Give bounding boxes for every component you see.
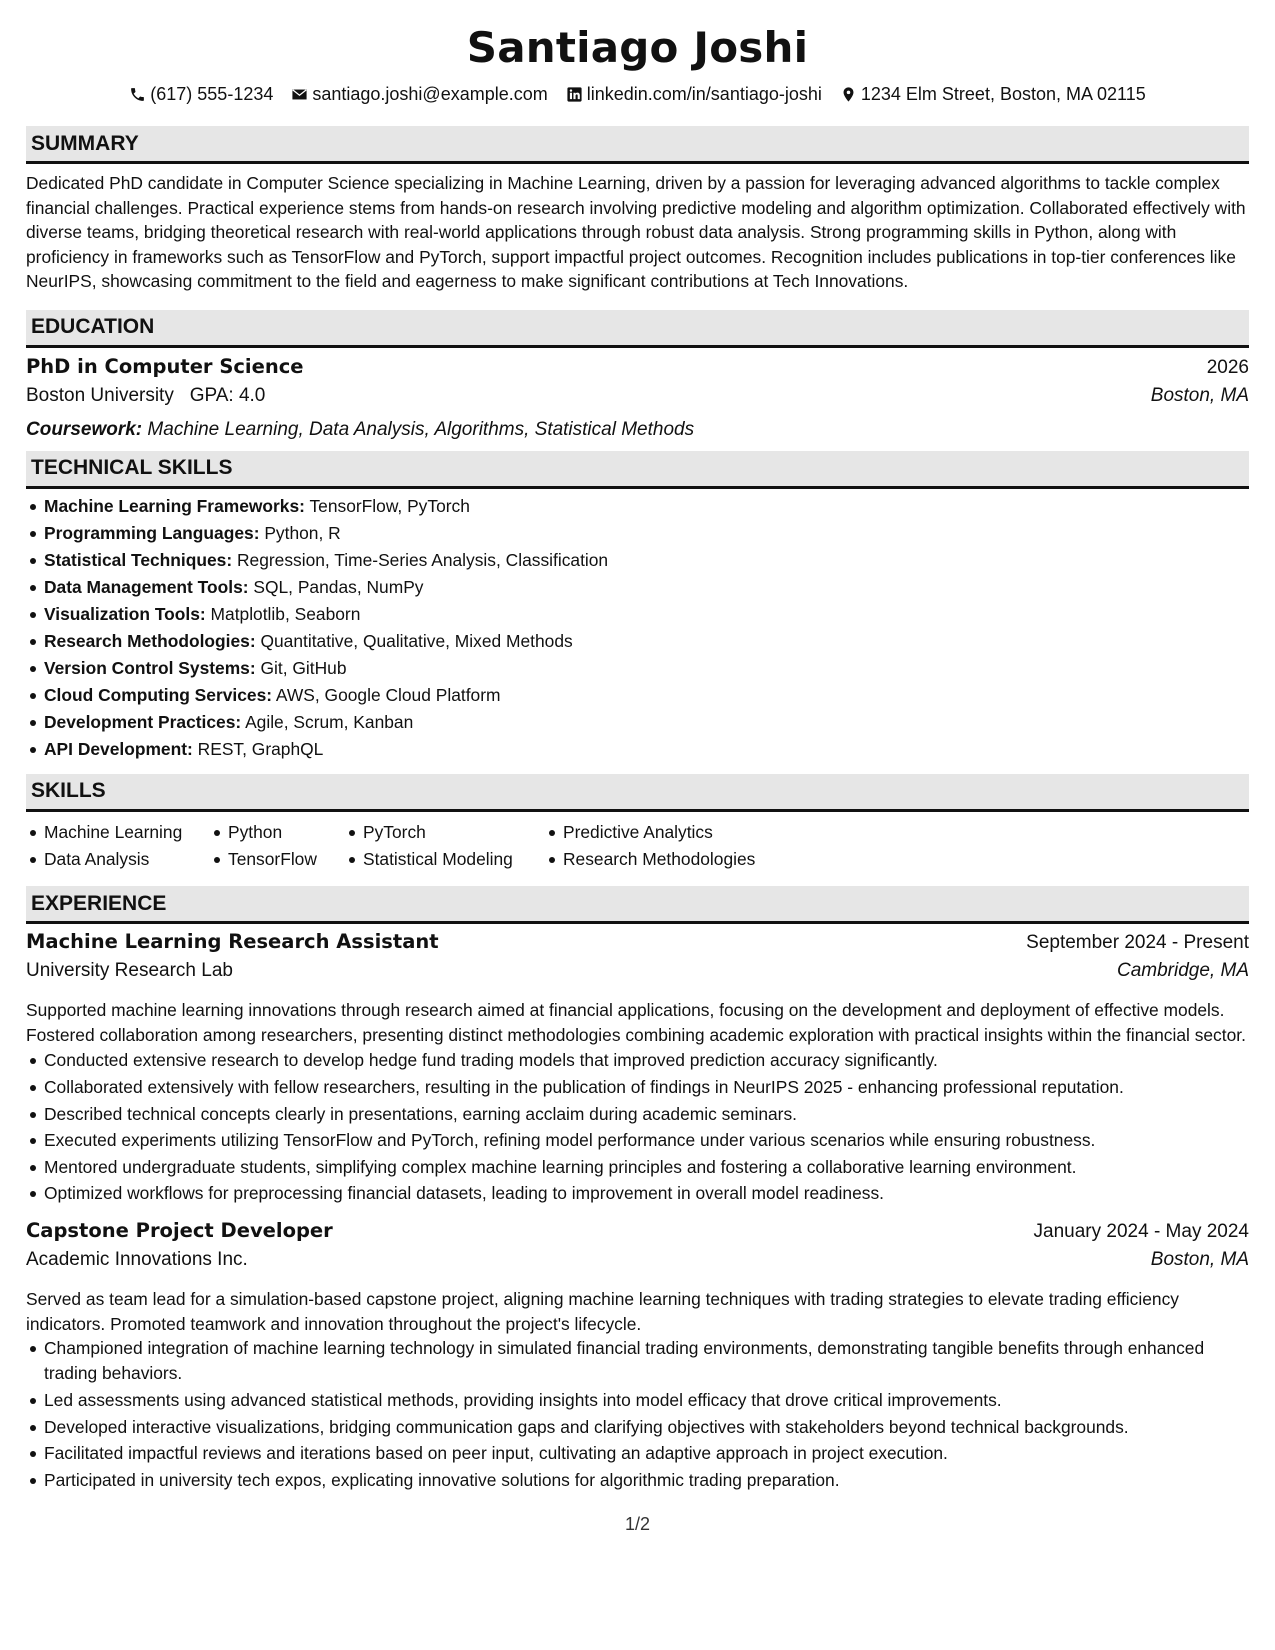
- linkedin-text: linkedin.com/in/santiago-joshi: [586, 84, 822, 104]
- skills-column: [545, 819, 805, 872]
- job-entry: [26, 930, 1249, 1207]
- skill-values: Git, GitHub: [260, 657, 347, 678]
- job-dates: January 2024 - May 2024: [1033, 1220, 1249, 1242]
- education-school-row: [26, 385, 1249, 415]
- skills-column: [345, 819, 545, 872]
- skill-item: Machine Learning: [26, 819, 210, 846]
- skill-item: Predictive Analytics: [545, 819, 805, 846]
- skill-values: Matplotlib, Seaborn: [210, 603, 361, 624]
- job-bullet: Collaborated extensively with fellow researchers, resulting in the publication of findings in NeurIPS 2025 - enhancing professional reputation.: [26, 1074, 1249, 1101]
- skill-item: TensorFlow: [210, 846, 345, 873]
- linkedin-icon: [566, 86, 583, 103]
- skill-values: Quantitative, Qualitative, Mixed Methods: [260, 630, 573, 651]
- education-title-row: [26, 355, 1249, 385]
- job-bullets: [26, 1336, 1249, 1494]
- job-organization: University Research Lab: [26, 960, 233, 982]
- skill-item: PyTorch: [345, 819, 545, 846]
- technical-skill-item: [26, 709, 1249, 736]
- job-title: Machine Learning Research Assistant: [26, 930, 439, 954]
- skill-item: Python: [210, 819, 345, 846]
- technical-skill-item: [26, 547, 1249, 574]
- phone-text: (617) 555-1234: [150, 84, 274, 104]
- technical-skill-item: [26, 736, 1249, 763]
- skill-category: Research Methodologies:: [44, 630, 256, 651]
- skill-category: Cloud Computing Services:: [44, 684, 273, 705]
- phone-icon: [129, 86, 146, 103]
- skills-column-list: [26, 819, 210, 872]
- skill-values: AWS, Google Cloud Platform: [275, 684, 501, 705]
- job-dates: September 2024 - Present: [1026, 932, 1249, 954]
- skill-values: REST, GraphQL: [197, 738, 324, 759]
- technical-skills-list: [26, 493, 1249, 763]
- resume-content: [26, 20, 1249, 1494]
- education-entry: [26, 355, 1249, 445]
- job-bullets: [26, 1047, 1249, 1207]
- map-pin-icon: [840, 86, 857, 103]
- contact-phone[interactable]: [129, 82, 273, 106]
- skill-category: Programming Languages:: [44, 522, 260, 543]
- skill-item: Data Analysis: [26, 846, 210, 873]
- skill-values: Regression, Time-Series Analysis, Classification: [236, 549, 609, 570]
- skills-column-list: [545, 819, 805, 872]
- skills-column-list: [345, 819, 545, 872]
- job-title: Capstone Project Developer: [26, 1218, 333, 1242]
- job-bullet: Described technical concepts clearly in presentations, earning acclaim during academic seminars.: [26, 1101, 1249, 1128]
- skill-category: Data Management Tools:: [44, 576, 249, 597]
- contact-email[interactable]: [291, 82, 547, 106]
- education-header: EDUCATION: [26, 310, 1249, 348]
- job-entry: [26, 1219, 1249, 1494]
- school-name: Boston University: [26, 384, 174, 406]
- skill-category: API Development:: [44, 738, 193, 759]
- technical-skill-item: [26, 655, 1249, 682]
- technical-skill-item: [26, 574, 1249, 601]
- address-text: 1234 Elm Street, Boston, MA 02115: [860, 84, 1146, 104]
- job-org-row: [26, 960, 1249, 990]
- job-bullet: Championed integration of machine learning technology in simulated financial trading environments, demonstrating tangible benefits through enhanced trading behaviors.: [26, 1336, 1249, 1387]
- job-bullet: Led assessments using advanced statistical methods, providing insights into model efficacy that drove critical improvements.: [26, 1387, 1249, 1414]
- job-location: Cambridge, MA: [1117, 960, 1249, 982]
- job-bullet: Conducted extensive research to develop hedge fund trading models that improved prediction accuracy significantly.: [26, 1047, 1249, 1074]
- job-bullet: Participated in university tech expos, explicating innovative solutions for algorithmic trading preparation.: [26, 1467, 1249, 1494]
- skill-item: Research Methodologies: [545, 846, 805, 873]
- candidate-name: Santiago Joshi: [466, 23, 809, 72]
- skills-header: SKILLS: [26, 774, 1249, 812]
- contact-address: [840, 82, 1146, 106]
- technical-skill-item: [26, 628, 1249, 655]
- skill-values: SQL, Pandas, NumPy: [253, 576, 424, 597]
- skill-category: Machine Learning Frameworks:: [44, 495, 305, 516]
- job-description: Served as team lead for a simulation-based capstone project, aligning machine learning techniques with trading strategies to elevate trading efficiency indicators. Promoted teamwork and innovation throughout the project's lifecycle.: [26, 1288, 1179, 1334]
- skill-values: Agile, Scrum, Kanban: [245, 711, 414, 732]
- job-bullet: Mentored undergraduate students, simplifying complex machine learning principles and fostering a collaborative learning environment.: [26, 1154, 1249, 1181]
- job-description: Supported machine learning innovations through research aimed at financial applications, focusing on the development and deployment of effective models. Fostered collaboration among researchers, presenting distinct methodologies combining academic exploration with practical insights within the financial sector.: [26, 1000, 1246, 1045]
- page-number: 1/2: [624, 1514, 651, 1534]
- job-title-row: [26, 1219, 1249, 1249]
- job-bullet: Facilitated impactful reviews and iterations based on peer input, cultivating an adaptive approach in project execution.: [26, 1440, 1249, 1467]
- technical-skill-item: [26, 520, 1249, 547]
- graduation-year: 2026: [1206, 356, 1249, 378]
- job-bullet: Developed interactive visualizations, bridging communication gaps and clarifying objectives with stakeholders beyond technical backgrounds.: [26, 1414, 1249, 1441]
- skills-column: [210, 819, 345, 872]
- coursework-label: Coursework:: [26, 418, 143, 440]
- job-org-row: [26, 1249, 1249, 1279]
- technical-skill-item: [26, 682, 1249, 709]
- coursework-list: Machine Learning, Data Analysis, Algorithms, Statistical Methods: [147, 418, 695, 440]
- skill-category: Statistical Techniques:: [44, 549, 233, 570]
- skill-values: TensorFlow, PyTorch: [309, 495, 470, 516]
- envelope-icon: [291, 86, 308, 103]
- education-location: Boston, MA: [1150, 384, 1249, 406]
- contact-bar: [26, 82, 1249, 106]
- skills-column: [26, 819, 210, 872]
- job-organization: Academic Innovations Inc.: [26, 1248, 248, 1270]
- skill-category: Visualization Tools:: [44, 603, 206, 624]
- job-bullet: Executed experiments utilizing TensorFlow and PyTorch, refining model performance under various scenarios while ensuring robustness.: [26, 1127, 1249, 1154]
- gpa: GPA: 4.0: [189, 384, 266, 406]
- technical-skill-item: [26, 493, 1249, 520]
- job-bullet: Optimized workflows for preprocessing financial datasets, leading to improvement in overall model readiness.: [26, 1180, 1249, 1207]
- skills-column-list: [210, 819, 345, 872]
- skills-grid: [26, 819, 1249, 872]
- coursework-line: [26, 415, 1249, 445]
- job-location: Boston, MA: [1150, 1248, 1249, 1270]
- summary-header: SUMMARY: [26, 126, 1249, 164]
- experience-list: [26, 930, 1249, 1494]
- experience-header: EXPERIENCE: [26, 886, 1249, 924]
- skill-values: Python, R: [264, 522, 341, 543]
- skill-category: Development Practices:: [44, 711, 242, 732]
- school-line: [26, 385, 265, 407]
- job-title-row: [26, 930, 1249, 960]
- degree: PhD in Computer Science: [26, 354, 304, 378]
- technical-skill-item: [26, 601, 1249, 628]
- email-text: santiago.joshi@example.com: [312, 84, 548, 104]
- skill-category: Version Control Systems:: [44, 657, 256, 678]
- technical-skills-header: TECHNICAL SKILLS: [26, 451, 1249, 489]
- summary-text: Dedicated PhD candidate in Computer Science specializing in Machine Learning, driven by a passion for leveraging advanced algorithms to tackle complex financial challenges. Practical experience stems from hands-on research involving predictive modeling and algorithm optimization. Collaborated effectively with diverse teams, bridging theoretical research with real-world applications through robust data analysis. Strong programming skills in Python, along with proficiency in frameworks such as TensorFlow and PyTorch, support impactful project outcomes. Recognition includes publications in top-tier conferences like NeurIPS, showcasing commitment to the field and eagerness to make significant contributions at Tech Innovations.: [26, 173, 1246, 292]
- skill-item: Statistical Modeling: [345, 846, 545, 873]
- contact-linkedin[interactable]: [566, 82, 822, 106]
